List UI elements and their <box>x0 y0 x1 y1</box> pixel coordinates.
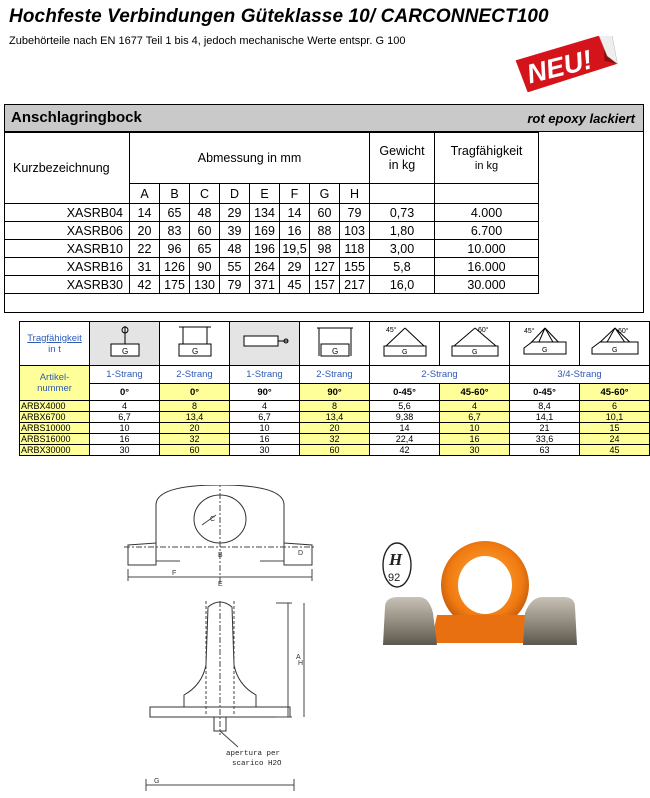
dim-cell: 60 <box>190 222 220 240</box>
load-cell: 6 <box>580 401 650 412</box>
lift-2strang-60-icon <box>440 322 510 366</box>
top-view-drawing <box>124 485 316 588</box>
load-cell: 20 <box>160 423 230 434</box>
dim-cell: 20 <box>130 222 160 240</box>
dim-letter: A <box>130 184 160 204</box>
label-e: E <box>218 581 223 588</box>
table-row <box>20 423 650 434</box>
dim-cell: 130 <box>190 276 220 294</box>
dim-cell: 16 <box>280 222 310 240</box>
angle-label: 90° <box>230 384 300 401</box>
lift-4strang-60-icon <box>580 322 650 366</box>
angle-label: 0° <box>160 384 230 401</box>
svg-text:G: G <box>331 347 338 356</box>
dim-cell: 42 <box>130 276 160 294</box>
load-cell: 30 <box>90 445 160 456</box>
stamp-number: 92 <box>388 572 401 584</box>
article-number: ARBS10000 <box>20 423 90 434</box>
load-cell: 6,7 <box>90 412 160 423</box>
lift-2strang-0-icon <box>160 322 230 366</box>
drainage-note-2: scarico H2O <box>232 760 282 768</box>
dim-cell: 118 <box>340 240 370 258</box>
svg-text:60°: 60° <box>617 328 629 335</box>
svg-text:G: G <box>541 347 547 354</box>
load-cell: 30 <box>440 445 510 456</box>
label-c: C <box>210 516 216 523</box>
article-number: ARBX30000 <box>20 445 90 456</box>
load-cell: 8 <box>300 401 370 412</box>
page-title: Hochfeste Verbindungen Güteklasse 10/ CARCONNECT100 <box>9 6 549 27</box>
article-number: ARBS16000 <box>20 434 90 445</box>
load-cell: 30 <box>230 445 300 456</box>
col-name-header: Kurzbezeichnung <box>5 133 130 204</box>
load-cell: 32 <box>160 434 230 445</box>
spec-header-row <box>5 133 635 184</box>
dim-letter: B <box>160 184 190 204</box>
weight-cell: 1,80 <box>370 222 435 240</box>
page-subtitle: Zubehörteile nach EN 1677 Teil 1 bis 4, jedoch mechanische Werte entspr. G 100 <box>9 35 406 47</box>
table-row <box>20 401 650 412</box>
load-cell: 10.000 <box>435 240 539 258</box>
load-cell: 4 <box>90 401 160 412</box>
dim-letter: H <box>340 184 370 204</box>
angle-label: 90° <box>300 384 370 401</box>
product-name: Anschlagringbock <box>11 109 142 126</box>
dim-cell: 264 <box>250 258 280 276</box>
h92-stamp <box>383 543 411 587</box>
load-cell: 10 <box>440 423 510 434</box>
label-d: D <box>298 550 304 557</box>
svg-text:60°: 60° <box>477 327 489 334</box>
new-badge <box>512 36 622 92</box>
dim-cell: 65 <box>160 204 190 222</box>
dim-cell: 79 <box>340 204 370 222</box>
strang-label: 1-Strang <box>230 366 300 384</box>
weight-cell: 16,0 <box>370 276 435 294</box>
label-a: A <box>296 654 301 661</box>
lift-1strang-0-icon <box>90 322 160 366</box>
load-capacity-table <box>19 321 650 456</box>
table-row <box>20 412 650 423</box>
strang-label: 2-Strang <box>300 366 370 384</box>
weight-cell: 5,8 <box>370 258 435 276</box>
load-cell: 9,38 <box>370 412 440 423</box>
load-cell: 60 <box>300 445 370 456</box>
dim-cell: 22 <box>130 240 160 258</box>
dim-cell: 14 <box>280 204 310 222</box>
dim-cell: 55 <box>220 258 250 276</box>
stamp-letter: H <box>389 550 403 569</box>
dim-cell: 65 <box>190 240 220 258</box>
load-cell: 13,4 <box>300 412 370 423</box>
load-cell: 14 <box>370 423 440 434</box>
table-row <box>20 445 650 456</box>
svg-text:G: G <box>191 347 198 356</box>
angle-label: 0-45° <box>370 384 440 401</box>
dim-cell: 48 <box>220 240 250 258</box>
new-badge-text: NEU! <box>523 44 596 90</box>
load-cell: 16 <box>440 434 510 445</box>
lift-4strang-45-icon <box>510 322 580 366</box>
dim-cell: 90 <box>190 258 220 276</box>
load-cell: 42 <box>370 445 440 456</box>
dim-cell: 217 <box>340 276 370 294</box>
product-header-band <box>4 104 644 132</box>
load-cell: 10 <box>230 423 300 434</box>
col-weight-header: Gewicht in kg <box>370 133 435 184</box>
svg-text:G: G <box>471 349 477 356</box>
load-cell: 22,4 <box>370 434 440 445</box>
dim-cell: 29 <box>220 204 250 222</box>
dim-cell: 88 <box>310 222 340 240</box>
technical-drawing <box>120 485 320 795</box>
load-cell: 6,7 <box>230 412 300 423</box>
lift-2strang-45-icon <box>370 322 440 366</box>
product-code: XASRB16 <box>5 258 130 276</box>
dim-cell: 45 <box>280 276 310 294</box>
weight-cell: 3,00 <box>370 240 435 258</box>
table-row <box>20 434 650 445</box>
angle-label: 0-45° <box>510 384 580 401</box>
spec-table <box>4 132 635 294</box>
load-cell: 45 <box>580 445 650 456</box>
strang-row <box>20 366 650 384</box>
product-code: XASRB04 <box>5 204 130 222</box>
dim-letter: G <box>310 184 340 204</box>
load-header: Tragfähigkeit in t <box>20 322 90 366</box>
strang-label: 1-Strang <box>90 366 160 384</box>
dim-cell: 14 <box>130 204 160 222</box>
label-g: G <box>154 778 160 785</box>
dim-cell: 127 <box>310 258 340 276</box>
article-number: ARBX6700 <box>20 412 90 423</box>
dim-cell: 31 <box>130 258 160 276</box>
svg-text:G: G <box>401 349 407 356</box>
dim-cell: 96 <box>160 240 190 258</box>
weight-cell: 0,73 <box>370 204 435 222</box>
label-f: F <box>172 570 177 577</box>
dim-cell: 79 <box>220 276 250 294</box>
strang-label: 2-Strang <box>370 366 510 384</box>
angle-label: 0° <box>90 384 160 401</box>
load-cell: 4 <box>440 401 510 412</box>
load-cell: 6.700 <box>435 222 539 240</box>
dim-cell: 175 <box>160 276 190 294</box>
load-cell: 20 <box>300 423 370 434</box>
load-cell: 16 <box>230 434 300 445</box>
load-cell: 63 <box>510 445 580 456</box>
svg-text:G: G <box>121 347 128 356</box>
load-cell: 32 <box>300 434 370 445</box>
dim-cell: 98 <box>310 240 340 258</box>
dim-cell: 29 <box>280 258 310 276</box>
dim-cell: 60 <box>310 204 340 222</box>
load-cell: 6,7 <box>440 412 510 423</box>
col-load-header: Tragfähigkeit in kg <box>435 133 539 184</box>
lifting-icon-row <box>20 322 650 366</box>
dim-cell: 134 <box>250 204 280 222</box>
dim-cell: 83 <box>160 222 190 240</box>
load-cell: 60 <box>160 445 230 456</box>
load-cell: 10 <box>90 423 160 434</box>
load-cell: 16 <box>90 434 160 445</box>
load-cell: 33,6 <box>510 434 580 445</box>
load-cell: 16.000 <box>435 258 539 276</box>
angle-label: 45-60° <box>440 384 510 401</box>
dim-cell: 371 <box>250 276 280 294</box>
svg-text:45°: 45° <box>385 327 397 334</box>
angle-label: 45-60° <box>580 384 650 401</box>
lift-2strang-90-icon <box>300 322 370 366</box>
load-cell: 24 <box>580 434 650 445</box>
lift-1strang-90-icon <box>230 322 300 366</box>
col-dims-header: Abmessung in mm <box>130 133 370 184</box>
svg-text:45°: 45° <box>523 328 535 335</box>
product-code: XASRB30 <box>5 276 130 294</box>
product-code: XASRB10 <box>5 240 130 258</box>
dim-cell: 19,5 <box>280 240 310 258</box>
dim-cell: 155 <box>340 258 370 276</box>
angle-row <box>20 384 650 401</box>
load-cell: 21 <box>510 423 580 434</box>
dim-cell: 126 <box>160 258 190 276</box>
strang-label: 2-Strang <box>160 366 230 384</box>
label-b: B <box>218 552 223 559</box>
load-cell: 8,4 <box>510 401 580 412</box>
load-cell: 13,4 <box>160 412 230 423</box>
dim-letter: D <box>220 184 250 204</box>
load-cell: 8 <box>160 401 230 412</box>
product-photo <box>375 535 585 660</box>
svg-text:G: G <box>611 347 617 354</box>
product-finish: rot epoxy lackiert <box>527 111 635 126</box>
dim-letter: C <box>190 184 220 204</box>
dim-cell: 103 <box>340 222 370 240</box>
dim-cell: 169 <box>250 222 280 240</box>
dim-cell: 48 <box>190 204 220 222</box>
product-code: XASRB06 <box>5 222 130 240</box>
side-view-drawing <box>146 601 304 791</box>
load-cell: 4 <box>230 401 300 412</box>
load-cell: 10,1 <box>580 412 650 423</box>
article-header: Artikel- nummer <box>20 366 90 401</box>
strang-label: 3/4-Strang <box>510 366 650 384</box>
dim-cell: 39 <box>220 222 250 240</box>
drainage-note-1: apertura per <box>226 750 281 758</box>
dim-cell: 157 <box>310 276 340 294</box>
load-cell: 5,6 <box>370 401 440 412</box>
load-cell: 15 <box>580 423 650 434</box>
dim-letter: E <box>250 184 280 204</box>
article-number: ARBX4000 <box>20 401 90 412</box>
load-cell: 4.000 <box>435 204 539 222</box>
load-cell: 14,1 <box>510 412 580 423</box>
label-h: H <box>298 660 304 667</box>
dim-cell: 196 <box>250 240 280 258</box>
dim-letter: F <box>280 184 310 204</box>
load-cell: 30.000 <box>435 276 539 294</box>
